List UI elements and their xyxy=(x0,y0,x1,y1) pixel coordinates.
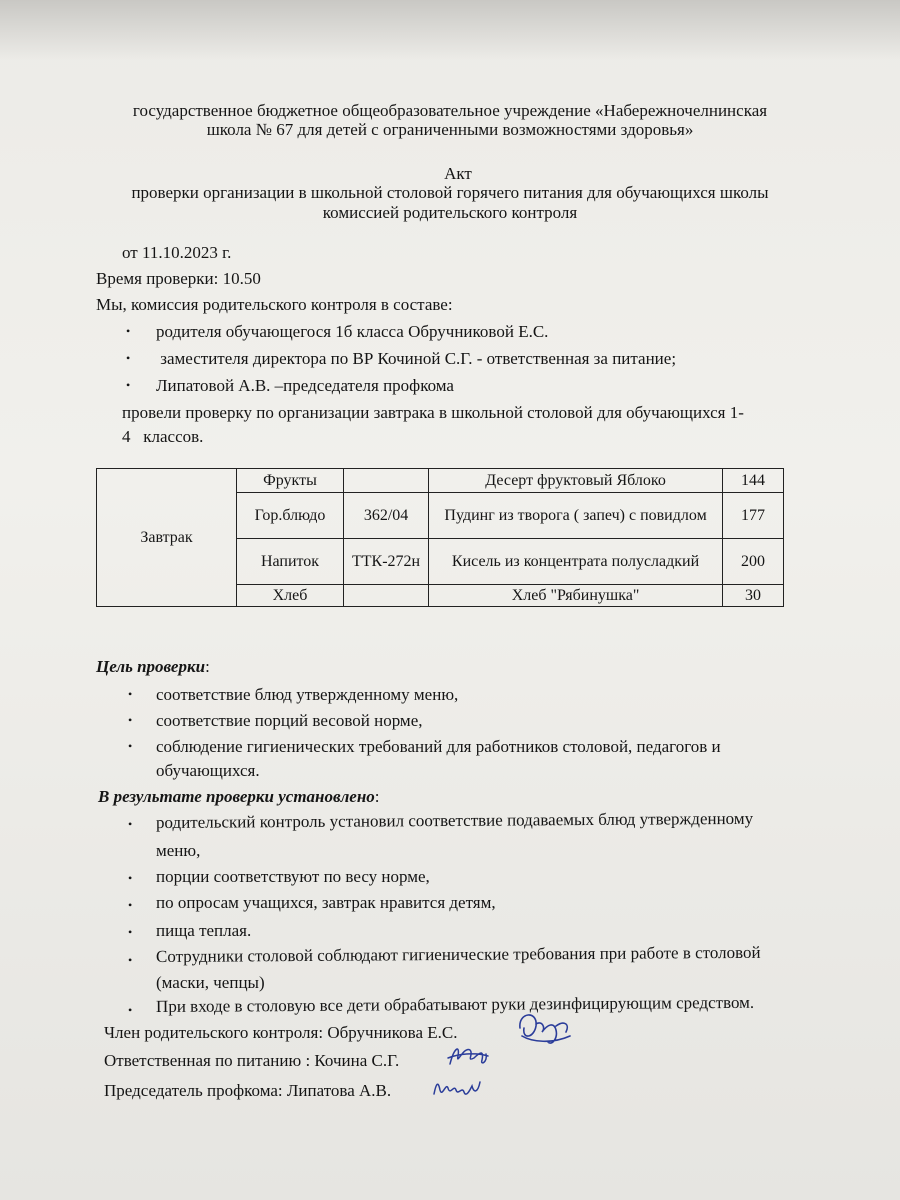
bullet: • xyxy=(128,953,133,967)
bullet: • xyxy=(128,713,133,727)
signature-stroke xyxy=(448,1049,488,1064)
bullet: • xyxy=(128,925,133,939)
result-heading: В результате проверки установлено xyxy=(98,787,375,806)
goal-heading: Цель проверки xyxy=(96,657,206,676)
goal-item: соответствие блюд утвержденному меню, xyxy=(156,685,459,704)
dish-cell: Пудинг из творога ( запеч) с повидлом xyxy=(429,493,723,539)
handwritten-signature-3 xyxy=(428,1072,484,1106)
result-colon: : xyxy=(374,787,380,806)
bullet: • xyxy=(126,324,131,338)
category-cell: Напиток xyxy=(237,539,344,585)
bullet: • xyxy=(128,898,133,912)
category-cell: Фрукты xyxy=(237,469,344,493)
weight-cell: 177 xyxy=(723,493,784,539)
code-cell xyxy=(344,585,429,607)
dish-cell: Десерт фруктовый Яблоко xyxy=(429,469,723,493)
code-cell: 362/04 xyxy=(344,493,429,539)
act-subtitle-2: комиссией родительского контроля xyxy=(322,203,578,222)
category-cell: Гор.блюдо xyxy=(237,493,344,539)
member-item: Липатовой А.В. –председателя профкома xyxy=(156,376,454,395)
result-item: Сотрудники столовой соблюдают гигиенические требования при работе в столовой xyxy=(155,942,761,966)
goal-item-continued: обучающихся. xyxy=(156,761,260,780)
signature-stroke xyxy=(434,1082,480,1094)
table-row xyxy=(97,469,784,493)
result-item: пища теплая. xyxy=(156,921,252,940)
institution-line-2: школа № 67 для детей с ограниченными возможностями здоровья» xyxy=(206,120,694,139)
goal-colon: : xyxy=(205,657,210,676)
page-shadow xyxy=(0,0,900,60)
bullet: • xyxy=(126,351,131,365)
weight-cell: 200 xyxy=(723,539,784,585)
dish-cell: Кисель из концентрата полусладкий xyxy=(429,539,723,585)
signature-stroke xyxy=(520,1015,570,1043)
result-item: При входе в столовую все дети обрабатывают руки дезинфицирующим средством. xyxy=(155,992,755,1016)
result-item: порции соответствуют по весу норме, xyxy=(156,867,430,886)
goal-item: соответствие порций весовой норме, xyxy=(156,711,423,730)
bullet: • xyxy=(128,817,133,831)
signature-line-parent-member: Член родительского контроля: Обручникова Е.С. xyxy=(104,1023,458,1042)
act-date: от 11.10.2023 г. xyxy=(122,243,232,262)
weight-cell: 30 xyxy=(723,585,784,607)
member-item: родителя обучающегося 1б класса Обручниковой Е.С. xyxy=(156,322,549,341)
bullet: • xyxy=(128,739,133,753)
dish-cell: Хлеб "Рябинушка" xyxy=(429,585,723,607)
handwritten-signature-2 xyxy=(444,1038,492,1072)
result-item-continued: (маски, чепцы) xyxy=(156,973,265,992)
result-item-continued: меню, xyxy=(156,841,201,860)
result-item: родительский контроль установил соответствие подаваемых блюд утвержденному xyxy=(155,808,754,832)
bullet: • xyxy=(128,687,133,701)
act-subtitle-1: проверки организации в школьной столовой горячего питания для обучающихся школы xyxy=(131,183,769,202)
bullet: • xyxy=(128,1003,133,1017)
member-item: заместителя директора по ВР Кочиной С.Г. - ответственная за питание; xyxy=(156,349,677,368)
category-cell: Хлеб xyxy=(237,585,344,607)
goal-heading-line xyxy=(96,656,210,677)
bullet: • xyxy=(128,871,133,885)
weight-cell: 144 xyxy=(723,469,784,493)
result-item: по опросам учащихся, завтрак нравится детям, xyxy=(156,893,496,912)
signature-line-union-chair: Председатель профкома: Липатова А.В. xyxy=(104,1081,392,1100)
act-title: Акт xyxy=(444,164,472,183)
goal-item: соблюдение гигиенических требований для работников столовой, педагогов и xyxy=(156,737,721,756)
meal-cell: Завтрак xyxy=(97,469,237,607)
code-cell: ТТК-272н xyxy=(344,539,429,585)
inspection-time: Время проверки: 10.50 xyxy=(96,269,261,288)
bullet: • xyxy=(126,378,131,392)
result-heading-line xyxy=(98,786,380,807)
conducted-line-1: провели проверку по организации завтрака в школьной столовой для обучающихся 1- xyxy=(122,403,744,422)
conducted-line-2: 4 классов. xyxy=(122,427,204,446)
institution-line-1: государственное бюджетное общеобразовательное учреждение «Набережночелнинская xyxy=(132,101,768,120)
menu-table xyxy=(96,468,784,607)
handwritten-signature-1 xyxy=(512,1006,578,1054)
commission-intro: Мы, комиссия родительского контроля в составе: xyxy=(96,295,453,314)
signature-line-responsible: Ответственная по питанию : Кочина С.Г. xyxy=(104,1051,400,1070)
code-cell xyxy=(344,469,429,493)
